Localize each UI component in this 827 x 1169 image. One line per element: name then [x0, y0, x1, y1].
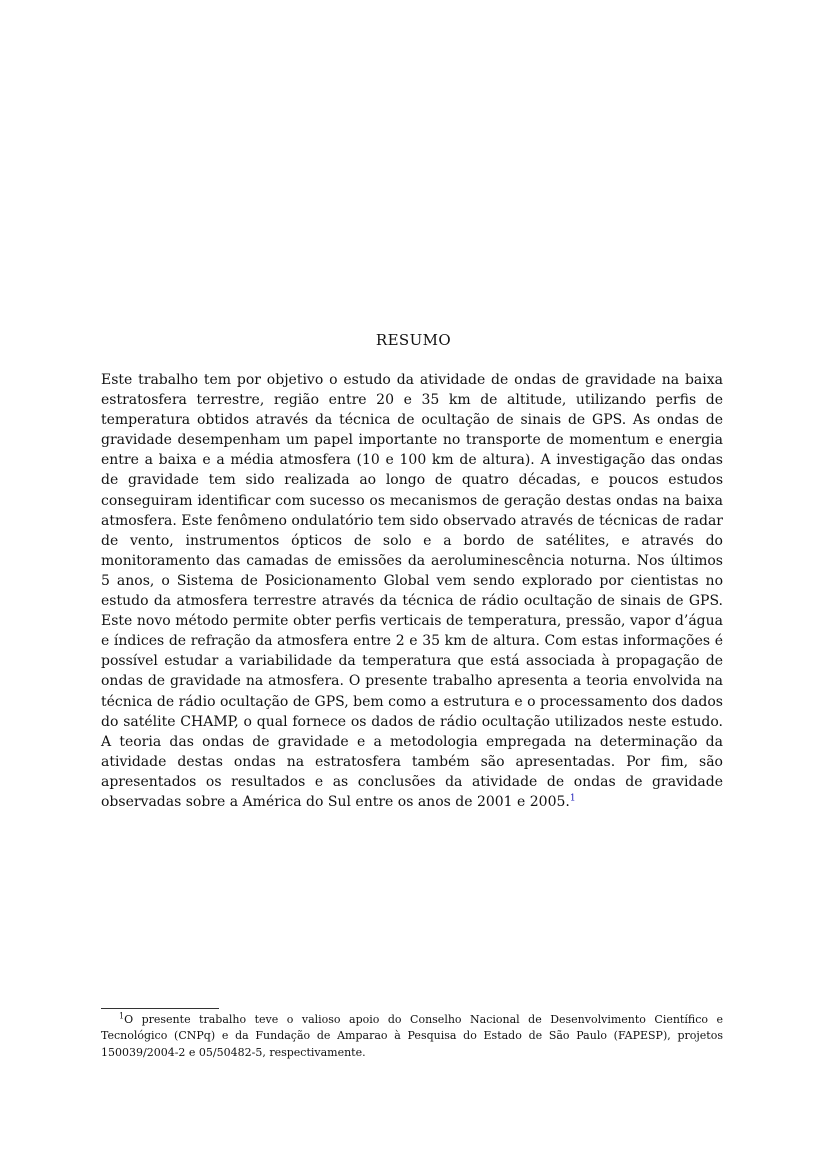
footnote-mark: 1	[119, 1011, 125, 1021]
footnote-reference-link[interactable]: 1	[569, 793, 576, 804]
footnote-text: O presente trabalho teve o valioso apoio do Conselho Nacional de Desenvolvimento Científico e Tecnológico (CNPq) e da Fundação de Amparao à Pesquisa do Estado de São Paulo (FAPESP), projetos 150039/2004-2 e 05/50482-5, respectivamente.	[101, 1013, 723, 1059]
abstract-text: Este trabalho tem por objetivo o estudo da atividade de ondas de gravidade na baixa estratosfera terrestre, região entre 20 e 35 km de altitude, utilizando perfis de temperatura obtidos através da técnica de ocultação de sinais de GPS. As ondas de gravidade desempenham um papel importante no transporte de momentum e energia entre a baixa e a média atmosfera (10 e 100 km de altura). A investigação das ondas de gravidade tem sido realizada ao longo de quatro décadas, e poucos estudos conseguiram identificar com sucesso os mecanismos de geração destas ondas na baixa atmosfera. Este fenômeno ondulatório tem sido observado através de técnicas de radar de vento, instrumentos ópticos de solo e a bordo de satélites, e através do monitoramento das camadas de emissões da aeroluminescência noturna. Nos últimos 5 anos, o Sistema de Posicionamento Global vem sendo explorado por cientistas no estudo da atmosfera terrestre através da técnica de rádio ocultação de sinais de GPS. Este novo método permite obter perfis verticais de temperatura, pressão, vapor d’água e índices de refração da atmosfera entre 2 e 35 km de altura. Com estas informações é possível estudar a variabilidade da temperatura que está associada à propagação de ondas de gravidade na atmosfera. O presente trabalho apresenta a teoria envolvida na técnica de rádio ocultação de GPS, bem como a estrutura e o processamento dos dados do satélite CHAMP, o qual fornece os dados de rádio ocultação utilizados neste estudo. A teoria das ondas de gravidade e a metodologia empregada na determinação da atividade destas ondas na estratosfera também são apresentadas. Por fim, são apresentados os resultados e as conclusões da atividade de ondas de gravidade observadas sobre a América do Sul entre os anos de 2001 e 2005.	[101, 372, 723, 810]
footnote-divider	[101, 1008, 219, 1009]
section-title: RESUMO	[375, 331, 452, 349]
footnote	[101, 1012, 723, 1061]
abstract-paragraph	[101, 370, 723, 812]
